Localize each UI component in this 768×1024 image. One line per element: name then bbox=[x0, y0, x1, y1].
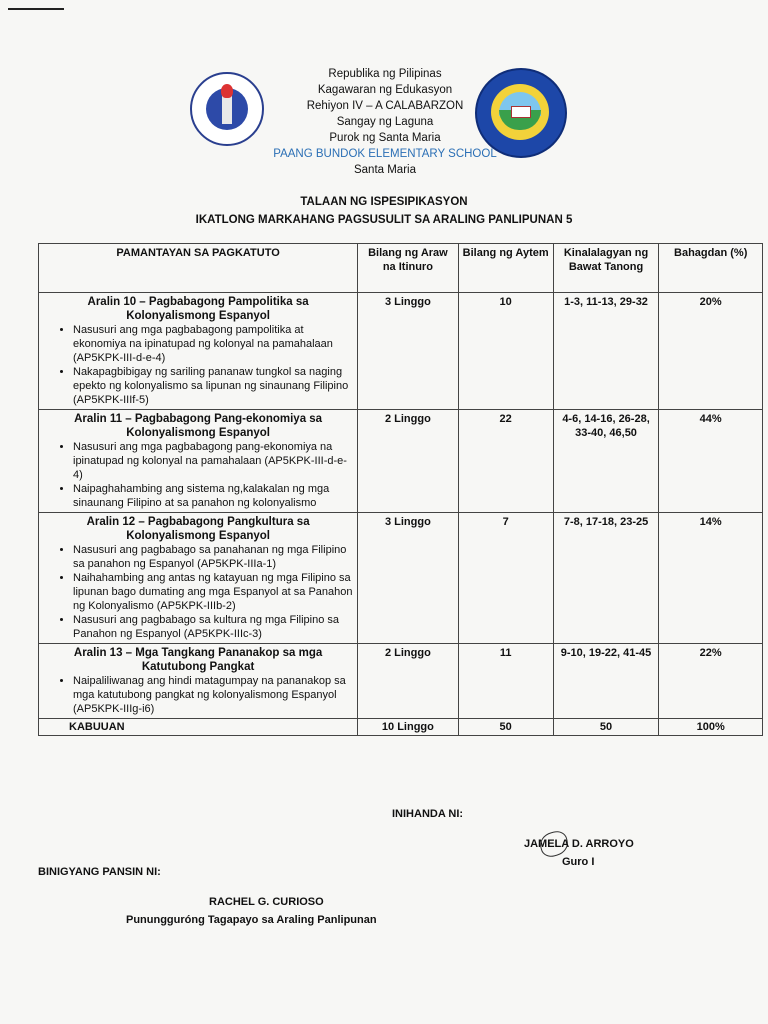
scan-edge-line bbox=[8, 8, 64, 10]
table-row bbox=[39, 410, 763, 513]
doc-title: TALAAN NG ISPESIPIKASYON bbox=[300, 196, 468, 208]
table-row bbox=[39, 293, 763, 410]
header-line: Kagawaran ng Edukasyon bbox=[317, 84, 453, 96]
noted-by-name: RACHEL G. CURIOSO bbox=[209, 896, 324, 908]
seal-flame bbox=[221, 84, 233, 98]
header-line: Republika ng Pilipinas bbox=[328, 68, 442, 80]
placement-cell: 1-3, 11-13, 29-32 bbox=[553, 293, 659, 410]
header-line: Purok ng Santa Maria bbox=[329, 132, 441, 144]
header-line: Sangay ng Laguna bbox=[336, 116, 434, 128]
doc-subtitle: IKATLONG MARKAHANG PAGSUSULIT SA ARALING PANLIPUNAN 5 bbox=[195, 214, 573, 226]
percent-cell: 44% bbox=[659, 410, 763, 513]
prepared-by-title: Guro I bbox=[562, 856, 595, 868]
competency-item: • Naihahambing ang antas ng katayuan ng mga Filipino sa lipunan bago dumating ang mga Espanyol at sa Panahon ng Kolonyalismo (AP5KPK-IIIb-2) bbox=[73, 571, 353, 613]
days-cell: 3 Linggo bbox=[358, 513, 458, 644]
col-header: Kinalalagyan ng Bawat Tanong bbox=[553, 244, 659, 293]
col-header: Bilang ng Aytem bbox=[458, 244, 553, 293]
competency-list bbox=[43, 674, 353, 716]
total-items: 50 bbox=[458, 719, 553, 736]
aralin-title: Aralin 13 – Mga Tangkang Pananakop sa mga Katutubong Pangkat bbox=[73, 647, 323, 673]
competency-cell bbox=[39, 293, 358, 410]
total-row bbox=[39, 719, 763, 736]
competency-cell bbox=[39, 410, 358, 513]
letterhead bbox=[240, 66, 530, 178]
placement-cell: 9-10, 19-22, 41-45 bbox=[553, 644, 659, 719]
aralin-title: Aralin 10 – Pagbabagong Pampolitika sa Kolonyalismong Espanyol bbox=[87, 296, 309, 322]
aralin-title: Aralin 12 – Pagbabagong Pangkultura sa Kolonyalismong Espanyol bbox=[86, 516, 310, 542]
competency-cell bbox=[39, 644, 358, 719]
items-cell: 11 bbox=[458, 644, 553, 719]
noted-by-title: Punungguróng Tagapayo sa Araling Panlipunan bbox=[126, 914, 377, 926]
specification-table bbox=[38, 243, 763, 736]
seal-torch bbox=[222, 94, 232, 124]
col-header: Bahagdan (%) bbox=[659, 244, 763, 293]
col-header: PAMANTAYAN SA PAGKATUTO bbox=[39, 244, 358, 293]
competency-list bbox=[43, 440, 353, 510]
prepared-by-name: JAMELA D. ARROYO bbox=[524, 838, 634, 850]
total-label: KABUUAN bbox=[39, 719, 358, 736]
town-name: Santa Maria bbox=[353, 164, 416, 176]
competency-item: • Nasusuri ang mga pagbabagong pang-ekonomiya na ipinatupad ng kolonyal na pamahalaan (AP5KPK-III-d-e-4) bbox=[73, 440, 353, 482]
items-cell: 10 bbox=[458, 293, 553, 410]
competency-item: • Nasusuri ang mga pagbabagong pampolitika at ekonomiya na ipinatupad ng kolonyal na pamahalaan (AP5KPK-III-d-e-4) bbox=[73, 323, 353, 365]
total-days: 10 Linggo bbox=[358, 719, 458, 736]
table-row bbox=[39, 644, 763, 719]
noted-by-label: BINIGYANG PANSIN NI: bbox=[38, 866, 161, 878]
days-cell: 2 Linggo bbox=[358, 410, 458, 513]
aralin-title: Aralin 11 – Pagbabagong Pang-ekonomiya sa Kolonyalismong Espanyol bbox=[74, 413, 323, 439]
placement-cell: 7-8, 17-18, 23-25 bbox=[553, 513, 659, 644]
header-line: Rehiyon IV – A CALABARZON bbox=[306, 100, 464, 112]
percent-cell: 20% bbox=[659, 293, 763, 410]
school-name: PAANG BUNDOK ELEMENTARY SCHOOL bbox=[273, 148, 497, 160]
competency-item: • Nasusuri ang pagbabago sa kultura ng mga Filipino sa Panahon ng Espanyol (AP5KPK-IIIc-3) bbox=[73, 613, 353, 641]
prepared-by-label: INIHANDA NI: bbox=[392, 808, 464, 820]
competency-list bbox=[43, 323, 353, 407]
total-placement: 50 bbox=[553, 719, 659, 736]
percent-cell: 14% bbox=[659, 513, 763, 644]
table-header-row bbox=[39, 244, 763, 293]
table-row bbox=[39, 513, 763, 644]
total-percent: 100% bbox=[659, 719, 763, 736]
items-cell: 22 bbox=[458, 410, 553, 513]
competency-item: • Nakapagbibigay ng sariling pananaw tungkol sa naging epekto ng kolonyalismo sa lipunan ng sinaunang Filipino (AP5KPK-IIIf-5) bbox=[73, 365, 353, 407]
competency-list bbox=[43, 543, 353, 641]
competency-item: • Naipaghahambing ang sistema ng,kalakalan ng mga sinaunang Filipino at sa panahon ng kolonyalismo bbox=[73, 482, 353, 510]
percent-cell: 22% bbox=[659, 644, 763, 719]
days-cell: 3 Linggo bbox=[358, 293, 458, 410]
items-cell: 7 bbox=[458, 513, 553, 644]
competency-item: • Nasusuri ang pagbabago sa panahanan ng mga Filipino sa panahon ng Espanyol (AP5KPK-IIIa-1) bbox=[73, 543, 353, 571]
days-cell: 2 Linggo bbox=[358, 644, 458, 719]
competency-cell bbox=[39, 513, 358, 644]
placement-cell: 4-6, 14-16, 26-28, 33-40, 46,50 bbox=[553, 410, 659, 513]
competency-item: • Naipaliliwanag ang hindi matagumpay na pananakop sa mga katutubong pangkat ng kolonyalismong Espanyol (AP5KPK-IIIg-i6) bbox=[73, 674, 353, 716]
col-header: Bilang ng Araw na Itinuro bbox=[358, 244, 458, 293]
